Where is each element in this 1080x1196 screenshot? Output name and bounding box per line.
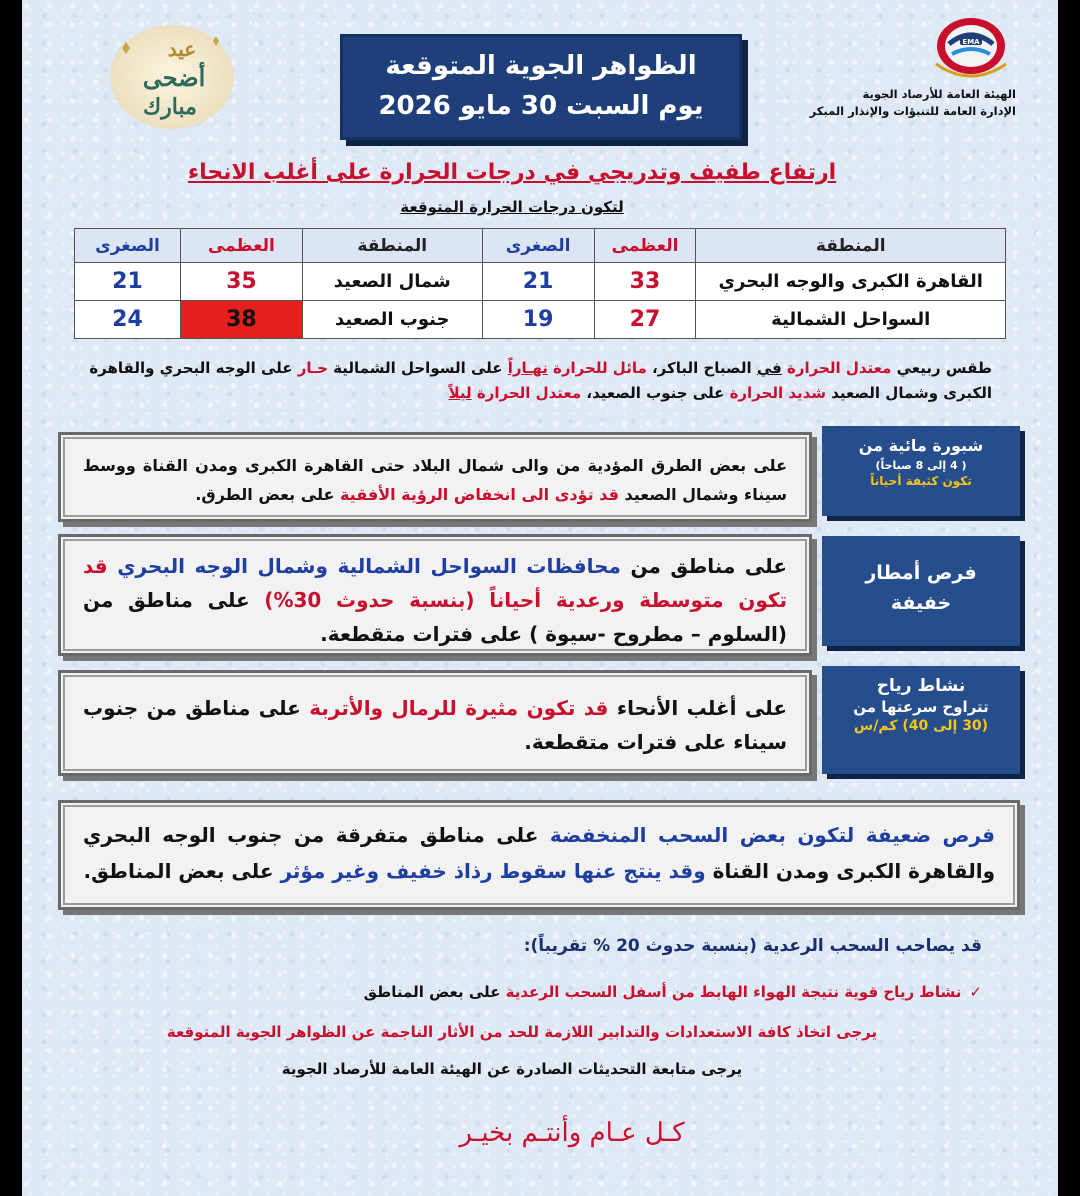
region-cell: السواحل الشمالية (696, 301, 1006, 339)
max-temp-cell: 27 (594, 301, 696, 339)
rain-text-highlight: محافظات السواحل الشمالية وشمال الوجه البحري (117, 554, 621, 578)
desc-part: على جنوب الصعيد، (581, 384, 730, 402)
temperature-table (74, 228, 1006, 339)
eid-line3: مبارك (143, 94, 197, 120)
rain-text-part: على مناطق من (620, 554, 787, 578)
rain-label-line2: خفيفة (890, 592, 952, 614)
fog-label-time: ( 4 إلى 8 صباحاً) (875, 459, 967, 472)
desc-highlight: مائل للحرارة (547, 359, 647, 377)
rain-label (822, 536, 1020, 646)
fog-label-title: شبورة مائية من (858, 436, 984, 455)
desc-part: طقس ربيعي (891, 359, 992, 377)
logo-text: EMA (962, 38, 980, 46)
ema-logo (916, 14, 1026, 84)
desc-highlight: معتدل الحرارة (781, 359, 892, 377)
rain-text-part: على مناطق من (السلوم – مطروح -سيوة ) (83, 588, 787, 646)
header-min: الصغرى (75, 229, 181, 263)
clouds-text-part: على مناطق متفرقة من جنوب الوجه البحري والقاهرة الكبرى ومدن القناة (83, 823, 995, 883)
min-temp-cell: 19 (482, 301, 594, 339)
desc-part: على الوجه البحري والقاهرة الكبرى وشمال الصعيد (89, 359, 992, 402)
org-line2: الإدارة العامة للتنبؤات والإنذار المبكر (809, 104, 1016, 118)
rain-text (58, 534, 812, 656)
headline: ارتفاع طفيف وتدريجي في درجات الحرارة على أغلب الانحاء (187, 160, 837, 185)
fog-text-highlight: قد تؤدى الى انخفاض الرؤية الأفقية (339, 485, 619, 504)
clouds-text (58, 800, 1020, 910)
wind-label (822, 666, 1020, 774)
region-cell: شمال الصعيد (302, 263, 482, 301)
header-max: العظمى (594, 229, 696, 263)
region-cell: جنوب الصعيد (302, 301, 482, 339)
thunder-bullet (262, 983, 982, 1001)
fog-text-part: على بعض الطرق المؤدية من والى شمال البلاد حتى القاهرة الكبرى ومدن القناة ووسط سيناء وشمال الصعيد (83, 456, 787, 504)
desc-highlight: شديد الحرارة (729, 384, 827, 402)
min-temp-cell: 21 (75, 263, 181, 301)
eid-line1: عيد (167, 37, 197, 61)
max-temp-cell: 33 (594, 263, 696, 301)
thunder-bullet-highlight: نشاط رياح قوية نتيجة الهواء الهابط من أسفل السحب الرعدية (505, 983, 962, 1001)
fog-label-note: تكون كثيفة أحياناً (870, 474, 972, 488)
header-region: المنطقة (696, 229, 1006, 263)
max-temp-cell-highlight: 38 (180, 301, 302, 339)
table-row (75, 301, 1006, 339)
header-min: الصغرى (482, 229, 594, 263)
header-max: العظمى (180, 229, 302, 263)
eid-line2: أضحى (142, 63, 206, 92)
fog-text (58, 432, 812, 522)
bulletin-title (340, 34, 742, 140)
wind-text-highlight: قد تكون مثيرة للرمال والأتربة (309, 696, 609, 720)
clouds-text-highlight: فرص ضعيفة لتكون بعض السحب المنخفضة (549, 823, 995, 847)
clouds-text-highlight: وقد ينتج عنها سقوط رذاذ خفيف وغير مؤثر (280, 859, 706, 883)
preparation-note: يرجى اتخاذ كافة الاستعدادات والتدابير اللازمة للحد من الأثار الناجمة عن الظواهر الجوية المتوقعة (166, 1023, 878, 1041)
forecast-bulletin (22, 0, 1058, 1196)
table-header-row (75, 229, 1006, 263)
region-cell: القاهرة الكبرى والوجه البحري (696, 263, 1006, 301)
temperature-caption: لتكون درجات الحرارة المتوقعة (400, 198, 624, 216)
wind-label-range: (30 إلى 40) كم/س (853, 718, 989, 734)
org-line1: الهيئة العامة للأرصاد الجوية (862, 87, 1016, 101)
desc-part: في (756, 359, 782, 377)
clouds-text-part: على بعض المناطق. (83, 859, 281, 883)
wind-text-part: على أغلب الأنحاء (608, 696, 787, 720)
desc-part: على السواحل الشمالية (327, 359, 508, 377)
title-phenomena: الظواهر الجوية المتوقعة (385, 51, 697, 81)
thunder-bullet-part: على بعض المناطق (363, 983, 506, 1001)
table-row (75, 263, 1006, 301)
eid-greeting-card (108, 22, 236, 132)
desc-highlight: حـار (297, 359, 328, 377)
org-name (796, 86, 1016, 120)
desc-highlight: معتدل الحرارة (471, 384, 582, 402)
fog-text-part: على بعض الطرق. (195, 485, 340, 504)
thunder-title: قد يصاحب السحب الرعدية (بنسبة حدوث 20 % تقريباً): (523, 936, 982, 956)
max-temp-cell: 35 (180, 263, 302, 301)
weather-description (82, 356, 992, 406)
min-temp-cell: 21 (482, 263, 594, 301)
check-icon: ✓ (969, 983, 982, 1001)
header-region: المنطقة (302, 229, 482, 263)
rain-text-part: على فترات متقطعة. (320, 622, 523, 646)
desc-highlight: نهـاراً (507, 359, 548, 377)
wind-label-title: نشاط رياح (876, 676, 966, 696)
desc-part: الصباح الباكر، (646, 359, 757, 377)
desc-highlight: ليلاً (448, 384, 472, 402)
title-date: يوم السبت 30 مايو 2026 (378, 91, 704, 121)
wind-label-speed: تتراوح سرعتها من (853, 698, 989, 716)
wind-text (58, 670, 812, 776)
min-temp-cell: 24 (75, 301, 181, 339)
fog-label (822, 426, 1020, 516)
holiday-greeting: كـل عـام وأنتـم بخيـر (459, 1118, 685, 1148)
wind-text-part: على مناطق من جنوب سيناء على فترات متقطعة. (83, 696, 787, 754)
follow-updates-note: يرجى متابعة التحديثات الصادرة عن الهيئة العامة للأرصاد الجوية (281, 1060, 743, 1078)
rain-text-highlight: قد تكون متوسطة ورعدية أحياناً (بنسبة حدوث 30%) (83, 554, 787, 612)
rain-label-line1: فرص أمطار (865, 562, 977, 584)
